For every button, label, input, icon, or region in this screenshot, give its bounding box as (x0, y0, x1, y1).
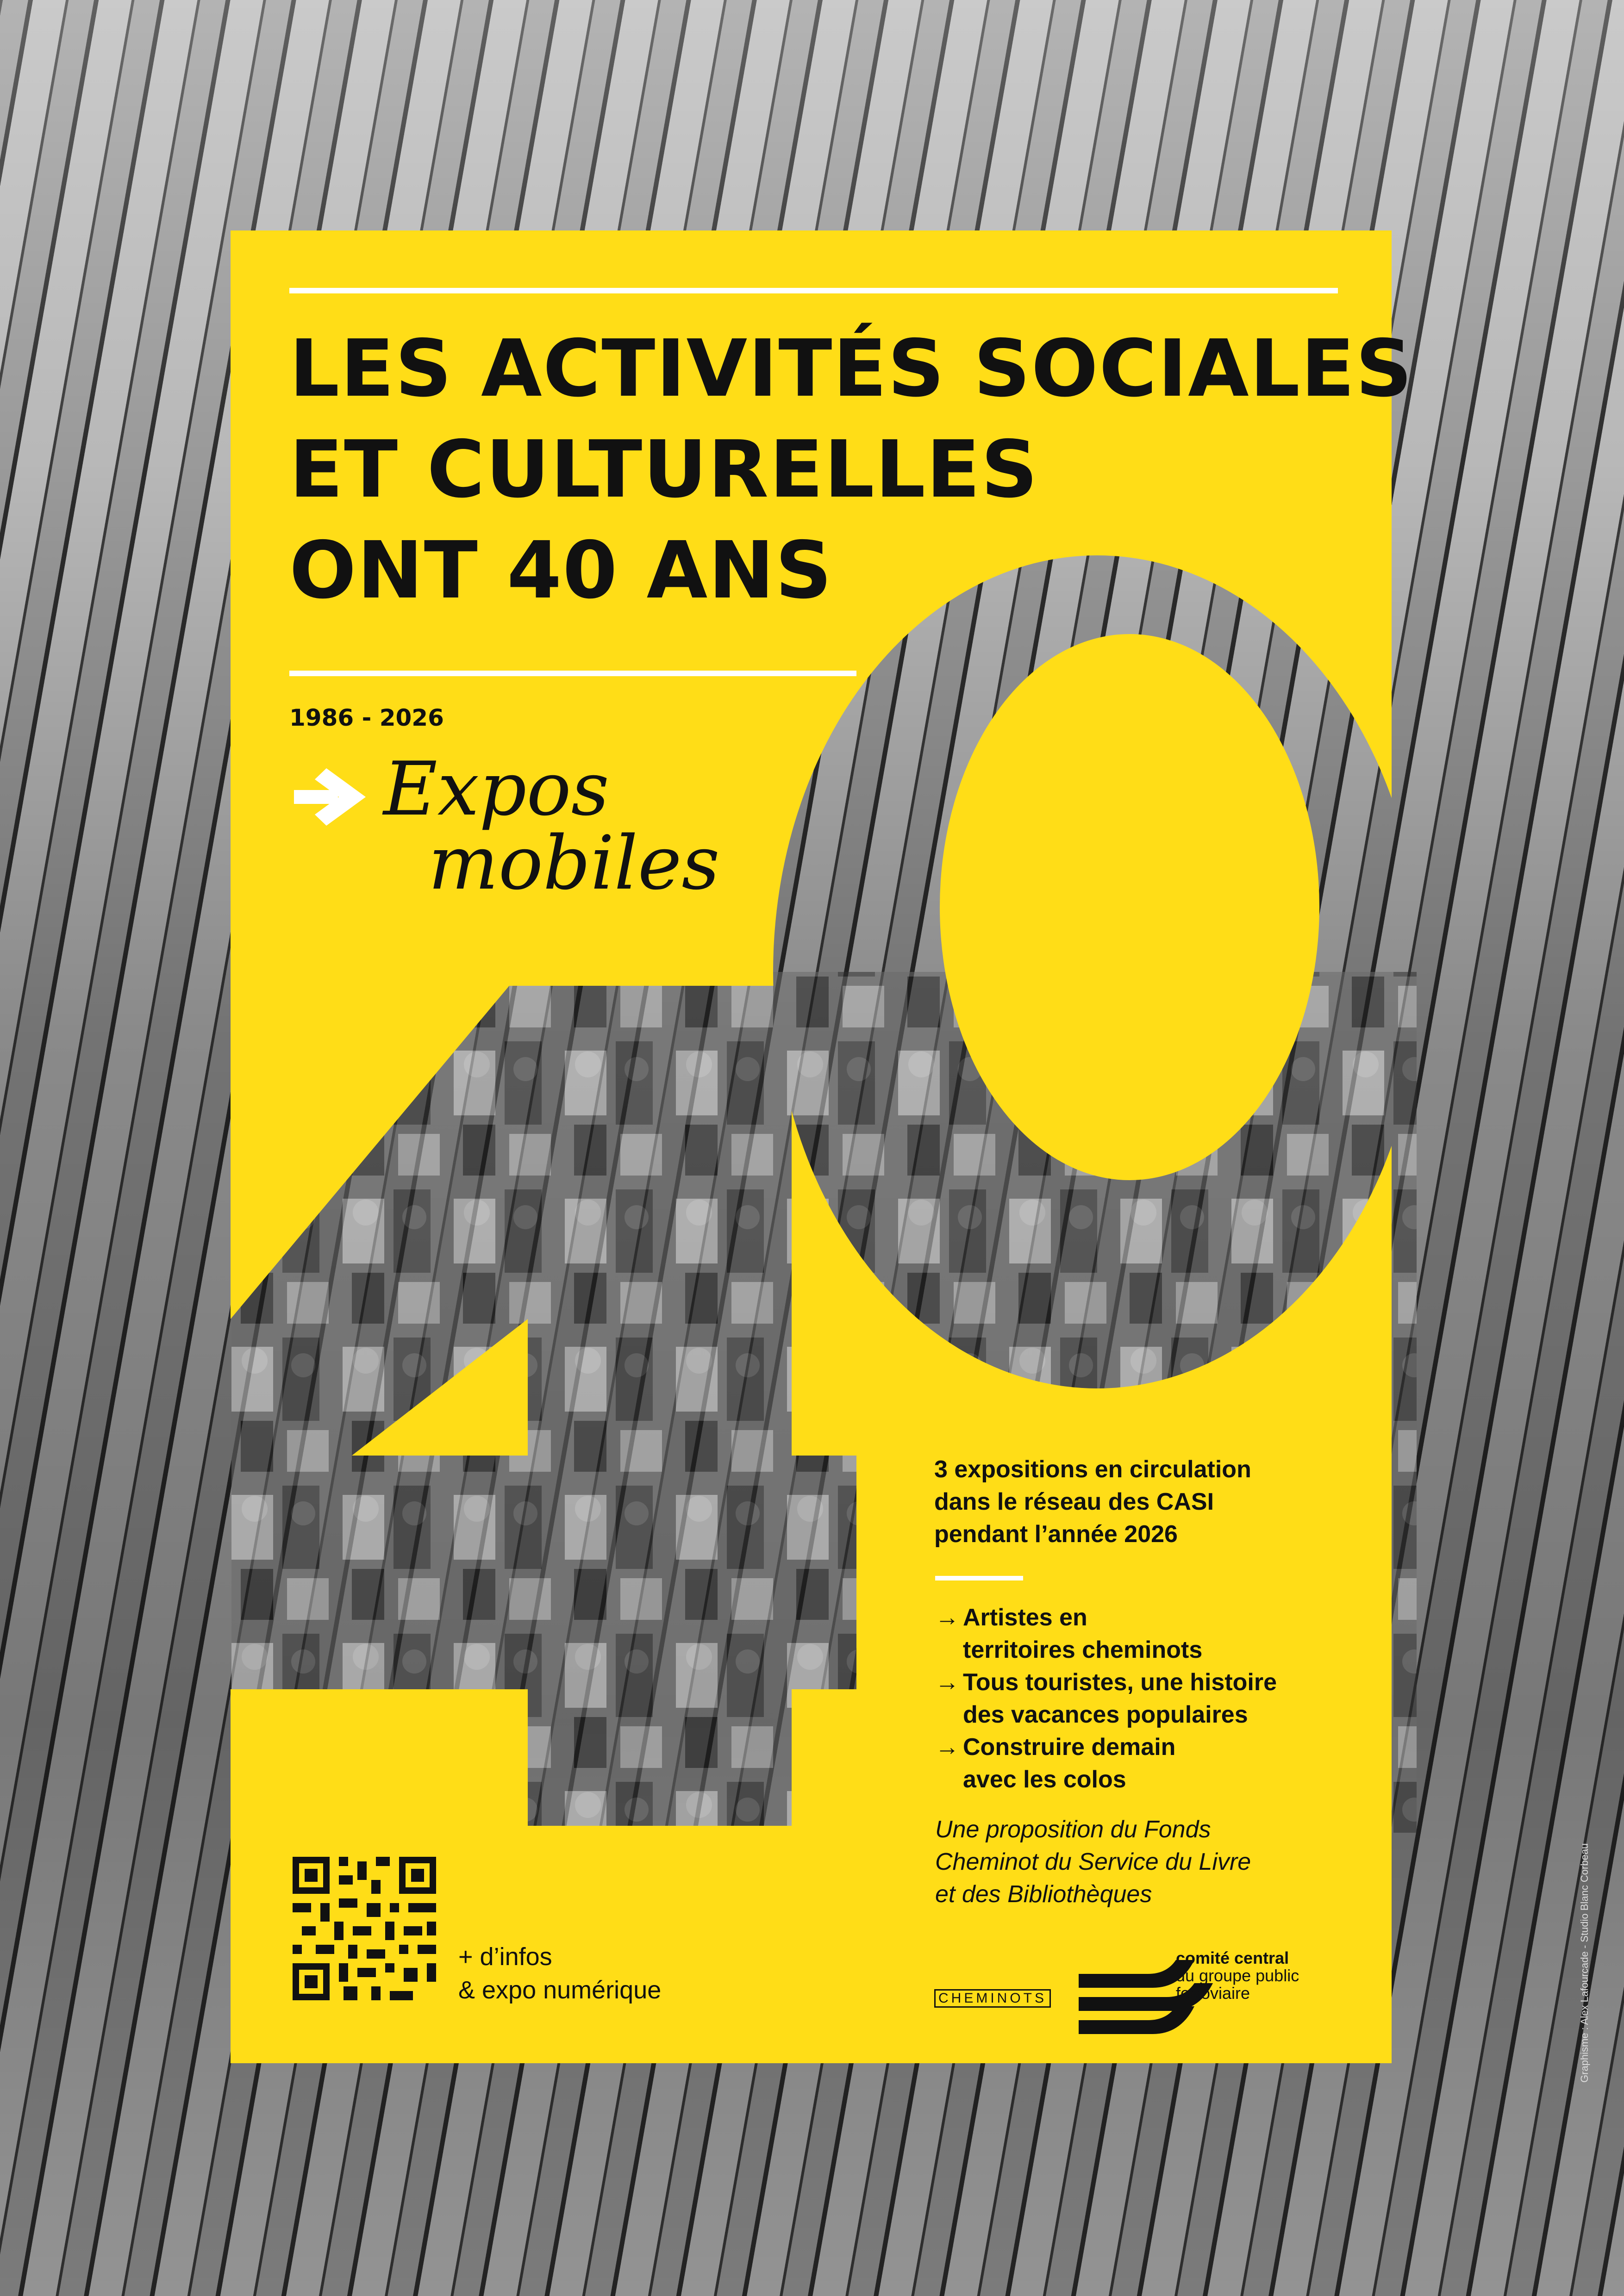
intro-line-1: 3 expositions en circulation (934, 1456, 1251, 1483)
more-info (458, 1940, 661, 2007)
qr-code-icon (293, 1857, 436, 2000)
org-name-line-3: ferroviaire (1176, 1984, 1250, 2003)
list-item-line: territoires cheminots (963, 1636, 1203, 1663)
side-credit: Graphisme : Alex Lafourcade - Studio Blanc Corbeau (1579, 1843, 1590, 2083)
credit-line-1: Une proposition du Fonds (935, 1816, 1211, 1843)
title-line-1: LES ACTIVITÉS SOCIALES (289, 323, 1413, 415)
expos-line-1: Expos (383, 746, 609, 832)
list-item (935, 1601, 1277, 1666)
title (289, 318, 1413, 621)
org-name-line-2: du groupe public (1176, 1966, 1299, 1985)
years: 1986 - 2026 (289, 704, 444, 731)
list-item-line: des vacances populaires (963, 1701, 1248, 1728)
list-item-line: avec les colos (963, 1766, 1126, 1793)
credit-line-2: Cheminot du Service du Livre (935, 1848, 1251, 1875)
credit-text (935, 1813, 1251, 1910)
title-line-3: ONT 40 ANS (289, 525, 833, 616)
org-name-line-1: comité central (1176, 1948, 1289, 1967)
intro-text (934, 1453, 1251, 1550)
arrow-right-icon: → (935, 1604, 959, 1631)
list-item-line: Tous touristes, une histoire (963, 1669, 1277, 1696)
organization-name (1176, 1949, 1299, 2002)
expos-line-2: mobiles (428, 820, 720, 906)
list-item-line: Construire demain (963, 1734, 1176, 1761)
arrow-right-icon: → (935, 1734, 959, 1761)
more-info-line-1: + d’infos (458, 1943, 552, 1971)
cheminots-wordmark: CHEMINOTS (934, 1989, 1051, 2008)
list-item-line: Artistes en (963, 1604, 1087, 1631)
arrow-right-icon: → (935, 1669, 959, 1696)
list-item (935, 1731, 1277, 1796)
intro-line-3: pendant l’année 2026 (934, 1521, 1178, 1548)
exhibition-list (935, 1601, 1277, 1796)
list-item (935, 1666, 1277, 1731)
credit-line-3: et des Bibliothèques (935, 1881, 1152, 1908)
more-info-line-2: & expo numérique (458, 1976, 662, 2004)
title-line-2: ET CULTURELLES (289, 424, 1039, 516)
intro-line-2: dans le réseau des CASI (934, 1488, 1214, 1515)
